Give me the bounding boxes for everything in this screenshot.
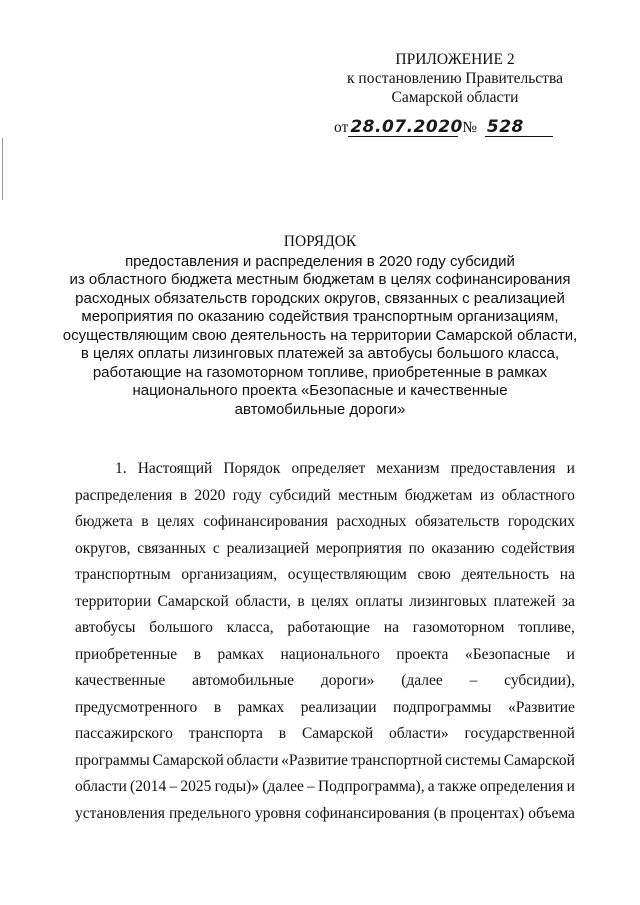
body-word: 2020 bbox=[194, 486, 226, 504]
body-word: области, bbox=[235, 592, 291, 610]
body-word: Порядок bbox=[223, 460, 281, 477]
body-word: – bbox=[169, 778, 178, 795]
body-word: класса, bbox=[226, 619, 274, 636]
body-word: 2025 bbox=[180, 778, 212, 795]
title-line: национального проекта «Безопасные и качественные bbox=[132, 382, 508, 399]
body-word: по bbox=[408, 539, 425, 557]
body-word: годы)» bbox=[214, 778, 260, 795]
body-word: обязательств bbox=[414, 513, 500, 530]
body-word: в bbox=[297, 592, 305, 610]
body-word: процентах) bbox=[450, 804, 525, 822]
body-word: округов, bbox=[75, 539, 131, 557]
body-word: на bbox=[559, 566, 575, 583]
body-word: софинансирования bbox=[203, 513, 329, 530]
decree-number-label: № bbox=[462, 119, 477, 136]
decree-date-handwritten: 28.07.2020 bbox=[350, 117, 463, 137]
title-heading: ПОРЯДОК bbox=[283, 233, 357, 250]
body-word: качественные bbox=[75, 672, 166, 689]
body-word: приобретенные bbox=[75, 645, 178, 663]
body-word: предельного bbox=[168, 804, 251, 822]
title-line: автомобильные дороги» bbox=[234, 400, 406, 418]
body-line bbox=[75, 695, 575, 722]
title-line: мероприятия по оказанию содействия транспортным организациям, bbox=[81, 308, 559, 325]
body-word: установления bbox=[75, 804, 165, 822]
body-line bbox=[75, 721, 575, 748]
body-word: (2014 bbox=[130, 778, 167, 795]
body-line bbox=[75, 456, 575, 483]
body-word: целях bbox=[156, 513, 195, 530]
body-word: рамках bbox=[237, 698, 285, 716]
body-word: транспортной bbox=[350, 751, 443, 769]
body-word: пассажирского bbox=[75, 725, 173, 742]
body-word: бюджета bbox=[75, 513, 133, 530]
body-word: также bbox=[437, 778, 477, 795]
body-word: – bbox=[307, 778, 315, 795]
body-word: бюджетам bbox=[404, 486, 473, 504]
body-word: механизм bbox=[376, 460, 440, 477]
body-word: Самарской bbox=[301, 725, 374, 742]
body-line bbox=[75, 748, 575, 775]
body-line bbox=[75, 589, 575, 616]
body-word: осуществляющим bbox=[287, 566, 407, 583]
body-word: государственной bbox=[464, 725, 575, 742]
body-word: проекта bbox=[396, 645, 449, 663]
body-line bbox=[75, 801, 575, 828]
body-word: уровня bbox=[254, 804, 301, 822]
annex-region: Самарской области bbox=[391, 89, 519, 106]
body-word: целях bbox=[311, 592, 349, 610]
decree-date-number bbox=[334, 117, 553, 139]
body-word: организациям, bbox=[181, 566, 278, 583]
body-word: Самарской bbox=[157, 592, 229, 610]
body-word: в bbox=[179, 486, 188, 504]
scan-edge-mark bbox=[2, 138, 3, 200]
body-word: большого bbox=[149, 619, 213, 636]
annex-decree-ref: к постановлению Правительства bbox=[347, 70, 563, 87]
body-word: национального bbox=[280, 645, 380, 663]
body-word: объема bbox=[528, 804, 575, 822]
body-word: и bbox=[566, 778, 575, 795]
body-word: из bbox=[479, 486, 495, 504]
body-word: Самарской bbox=[503, 751, 575, 769]
body-word: области» bbox=[389, 725, 449, 742]
body-word: реализации bbox=[300, 698, 377, 716]
body-word: определяет bbox=[291, 460, 366, 477]
body-word: в bbox=[141, 513, 149, 530]
body-word: транспорта bbox=[188, 725, 263, 742]
body-word: области bbox=[226, 751, 279, 769]
body-word: с bbox=[212, 539, 220, 557]
body-word: подпрограммы bbox=[393, 698, 492, 716]
body-word: расходных bbox=[336, 513, 407, 530]
body-word: автомобильные bbox=[192, 672, 295, 689]
body-word: газомоторном bbox=[412, 619, 505, 636]
body-word: в bbox=[193, 645, 202, 663]
body-word: предусмотренного bbox=[75, 698, 198, 716]
body-word: транспортным bbox=[75, 566, 171, 583]
body-word: в bbox=[213, 698, 222, 716]
body-word: области bbox=[75, 778, 127, 795]
body-line bbox=[75, 509, 575, 536]
body-word: «Безопасные bbox=[464, 645, 551, 663]
body-word: Настоящий bbox=[137, 460, 213, 477]
body-word: оплаты bbox=[355, 592, 403, 610]
body-word: (далее bbox=[401, 672, 443, 689]
body-word: «Развитие bbox=[281, 751, 349, 769]
body-line bbox=[75, 774, 575, 801]
body-word: оказанию bbox=[431, 539, 495, 557]
title-line: из областного бюджета местным бюджетам в целях софинансирования bbox=[69, 271, 571, 288]
body-word: системы bbox=[445, 751, 501, 769]
body-word: (далее bbox=[262, 778, 304, 795]
body-word: областного bbox=[501, 486, 575, 504]
body-word: реализацией bbox=[226, 539, 310, 557]
body-line bbox=[75, 615, 575, 642]
body-line bbox=[75, 668, 575, 695]
body-word: субсидий bbox=[269, 486, 331, 504]
body-word: году bbox=[232, 486, 262, 504]
title-line: осуществляющим свою деятельность на территории Самарской области, bbox=[62, 326, 578, 344]
body-word: за bbox=[561, 592, 575, 610]
body-word: территории bbox=[75, 592, 152, 610]
annex-header bbox=[320, 50, 590, 107]
body-word: 1. bbox=[115, 460, 127, 477]
body-word: софинансирования bbox=[304, 804, 430, 822]
decree-from-label: от bbox=[334, 119, 349, 136]
body-word: распределения bbox=[75, 486, 173, 504]
body-word: определения bbox=[479, 778, 564, 795]
body-word: Самарской bbox=[152, 751, 224, 769]
title-line: в целях оплаты лизинговых платежей за автобусы большого класса, bbox=[80, 345, 560, 362]
body-word: дороги» bbox=[320, 672, 375, 689]
body-word: деятельность bbox=[461, 566, 550, 583]
body-word: содействия bbox=[501, 539, 575, 557]
body-word: программы bbox=[75, 751, 150, 769]
body-word: и bbox=[566, 460, 575, 477]
body-paragraph bbox=[75, 456, 575, 827]
body-line bbox=[75, 562, 575, 589]
body-word: в bbox=[278, 725, 287, 742]
body-word: субсидии), bbox=[504, 672, 575, 689]
body-word: свою bbox=[417, 566, 451, 583]
body-word: местным bbox=[338, 486, 398, 504]
title-line: расходных обязательств городских округов, связанных с реализацией bbox=[75, 289, 565, 307]
body-word: (в bbox=[433, 804, 447, 822]
body-word: и bbox=[566, 645, 575, 663]
body-word: городских bbox=[507, 513, 575, 530]
body-word: топливе, bbox=[518, 619, 575, 636]
body-word: автобусы bbox=[75, 619, 136, 636]
document-title bbox=[0, 233, 640, 419]
title-line: предоставления и распределения в 2020 году субсидий bbox=[125, 252, 515, 270]
body-line bbox=[75, 536, 575, 563]
body-word: рамках bbox=[217, 645, 264, 663]
body-word: а bbox=[427, 778, 435, 795]
body-word: мероприятия bbox=[315, 539, 402, 557]
decree-number-handwritten: 528 bbox=[486, 117, 524, 137]
body-word: Подпрограмма), bbox=[317, 778, 425, 795]
body-word: платежей bbox=[493, 592, 556, 610]
body-word: работающие bbox=[287, 619, 370, 636]
title-line: работающие на газомоторном топливе, приобретенные в рамках bbox=[92, 363, 548, 381]
body-word: «Развитие bbox=[508, 698, 575, 716]
body-word: – bbox=[469, 672, 478, 689]
body-word: лизинговых bbox=[409, 592, 488, 610]
body-line bbox=[75, 483, 575, 510]
body-line bbox=[75, 642, 575, 669]
body-word: на bbox=[383, 619, 399, 636]
body-word: предоставления bbox=[450, 460, 556, 477]
body-word: связанных bbox=[137, 539, 207, 557]
annex-title: ПРИЛОЖЕНИЕ 2 bbox=[395, 51, 515, 68]
